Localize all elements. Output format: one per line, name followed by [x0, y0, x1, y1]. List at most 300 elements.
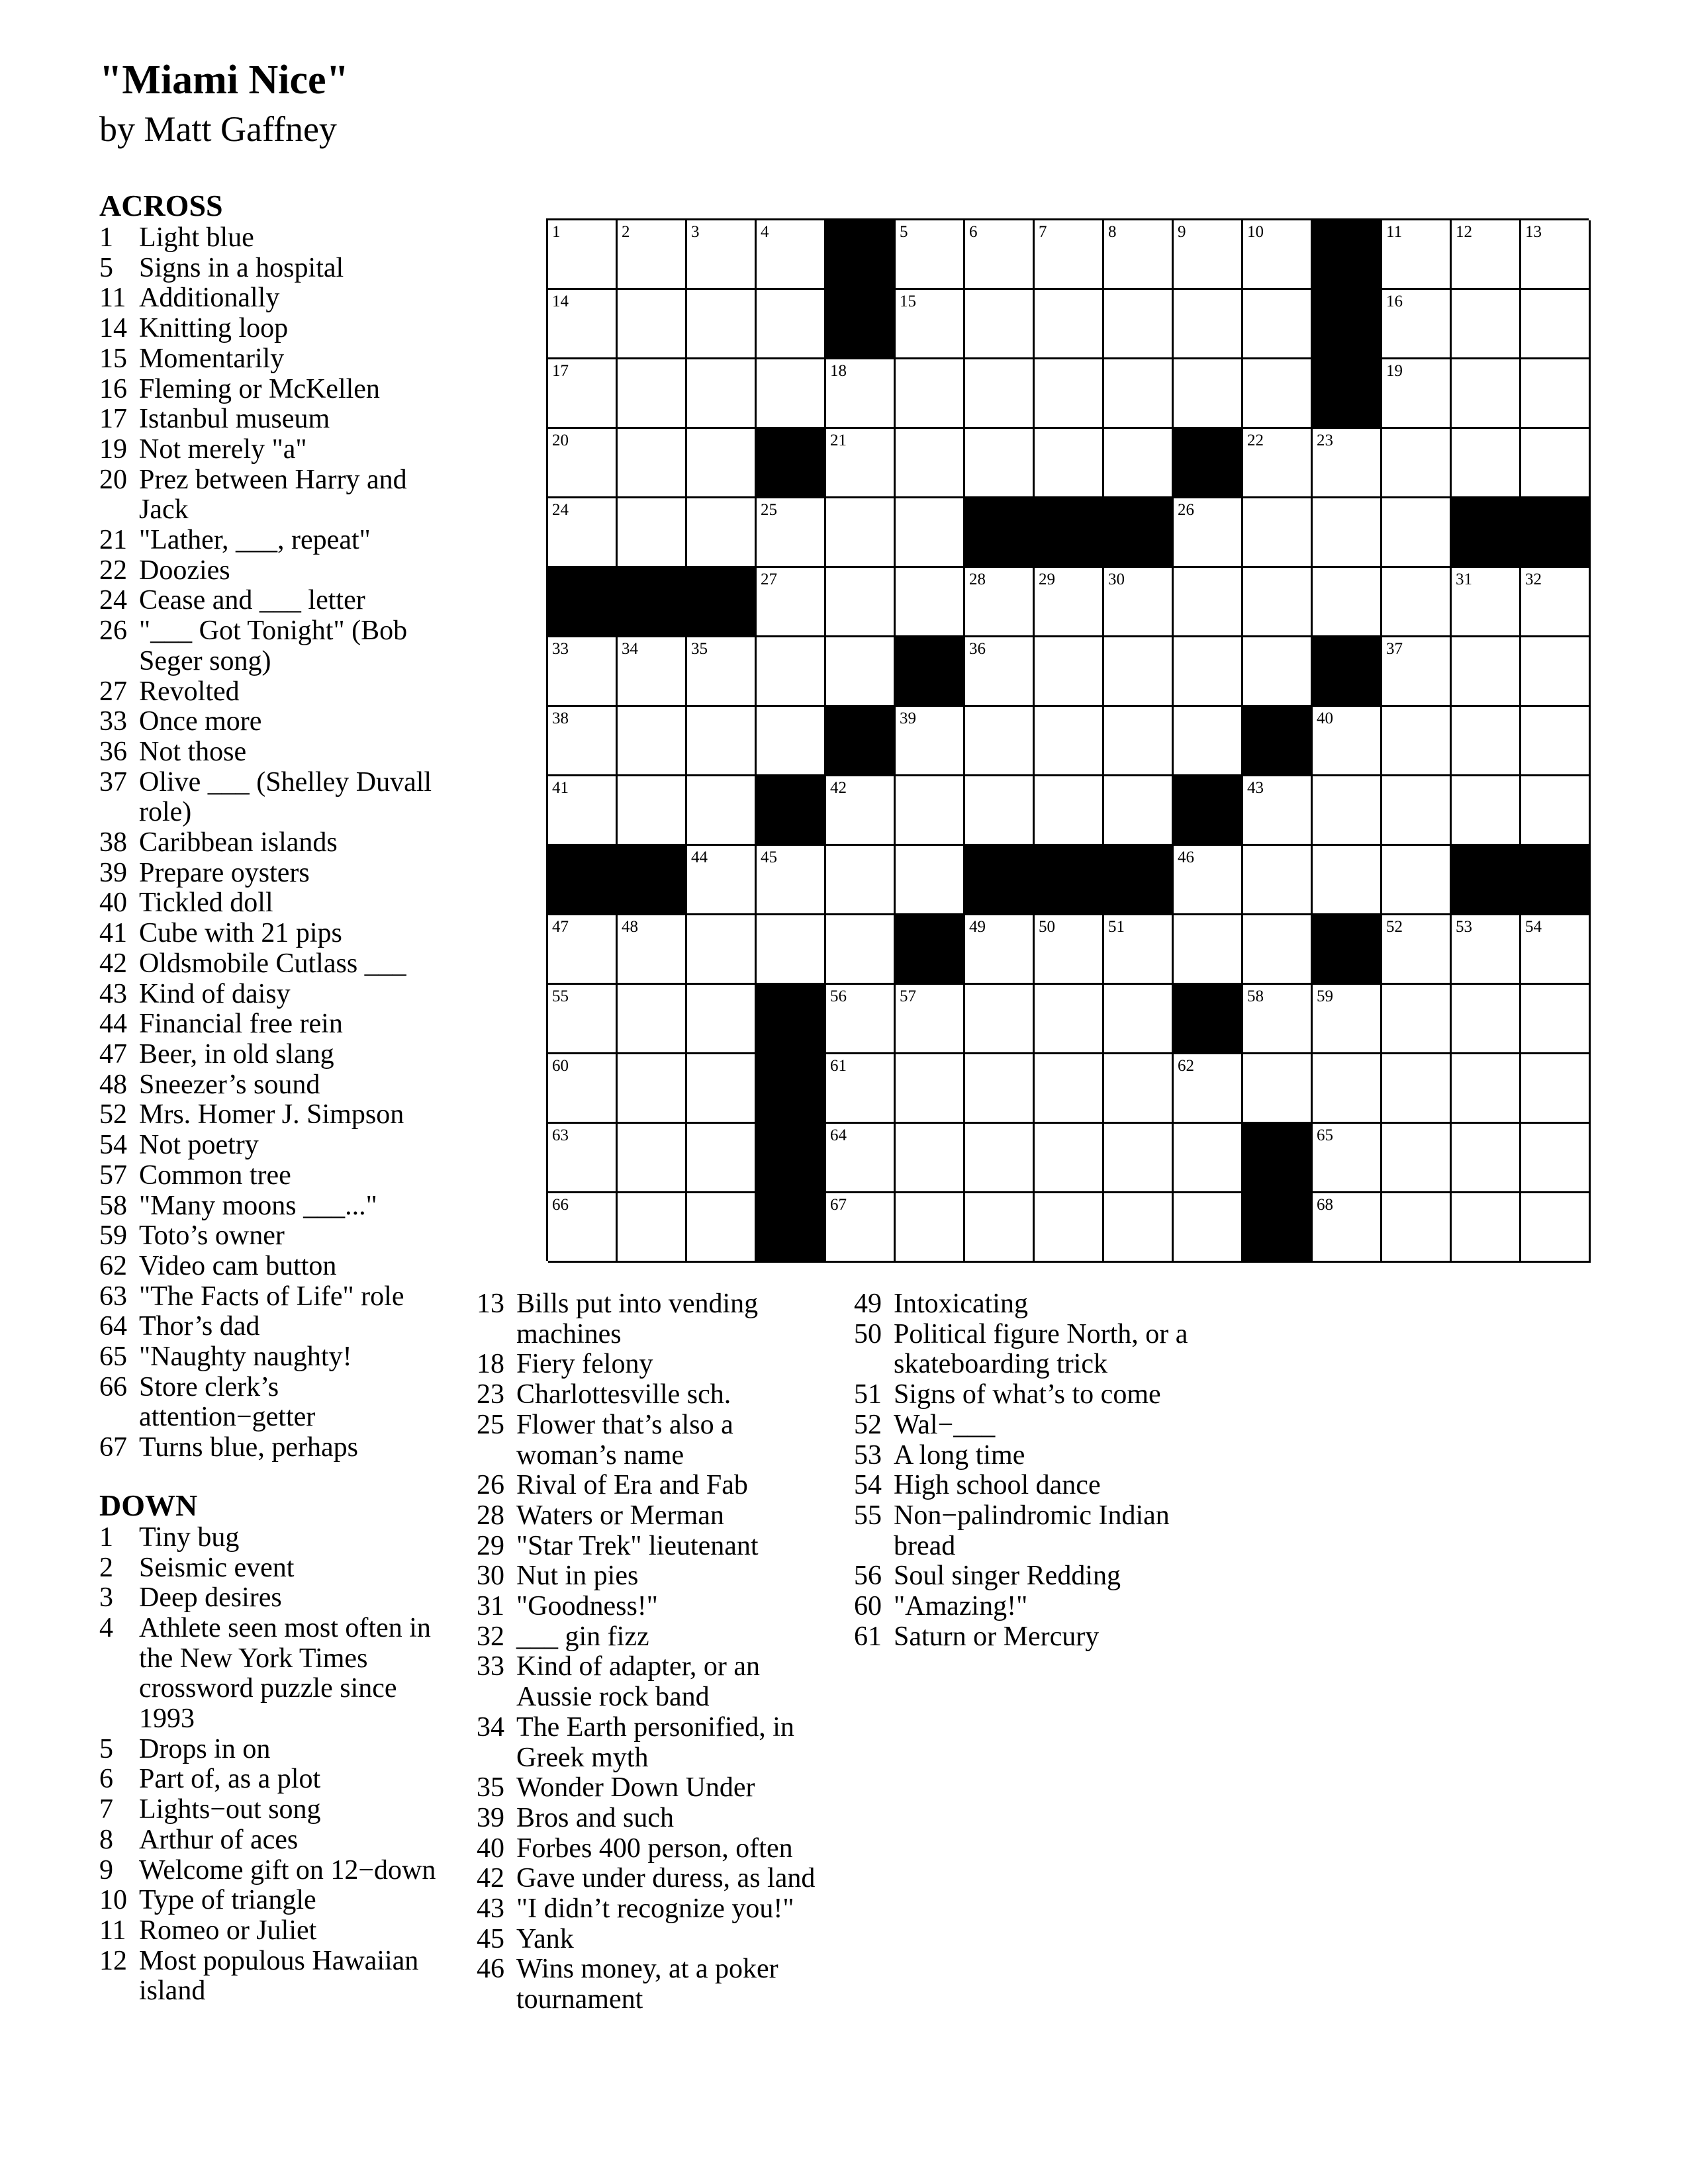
grid-cell[interactable]: [826, 776, 896, 846]
clue-across-20: [99, 465, 440, 525]
grid-cell[interactable]: [965, 568, 1035, 637]
grid-cell[interactable]: [687, 498, 757, 568]
grid-cell[interactable]: [548, 220, 618, 290]
grid-cell[interactable]: [618, 1193, 687, 1263]
clue-down-50: [854, 1320, 1205, 1380]
clue-text: "Star Trek" lieutenant: [516, 1530, 759, 1561]
cell-number: 41: [552, 779, 569, 797]
cell-number: 14: [552, 293, 569, 310]
grid-cell[interactable]: [1035, 429, 1104, 498]
grid-cell[interactable]: [1104, 220, 1174, 290]
grid-cell[interactable]: [757, 498, 826, 568]
grid-cell[interactable]: [1243, 1054, 1313, 1124]
grid-cell[interactable]: [1174, 637, 1243, 707]
clue-across-47: [99, 1040, 440, 1070]
grid-cell[interactable]: [618, 290, 687, 359]
cell-number: 6: [969, 223, 978, 241]
grid-cell[interactable]: [1243, 846, 1313, 915]
black-square: [1313, 637, 1382, 707]
grid-cell[interactable]: [1521, 707, 1591, 776]
grid-cell[interactable]: [687, 1124, 757, 1193]
grid-cell[interactable]: [618, 985, 687, 1054]
grid-cell[interactable]: [896, 776, 965, 846]
clue-number: 45: [477, 1923, 504, 1954]
grid-cell[interactable]: [1452, 915, 1521, 985]
grid-cell[interactable]: [687, 1193, 757, 1263]
clue-number: 52: [99, 1099, 127, 1130]
grid-cell[interactable]: [1382, 846, 1452, 915]
grid-cell[interactable]: [1521, 1193, 1591, 1263]
grid-cell[interactable]: [1035, 707, 1104, 776]
clue-text: Deep desires: [139, 1582, 282, 1614]
clue-number: 61: [854, 1621, 882, 1652]
grid-cell[interactable]: [687, 707, 757, 776]
grid-cell[interactable]: [1243, 220, 1313, 290]
grid-cell[interactable]: [1521, 637, 1591, 707]
clue-down-60: [854, 1592, 1205, 1622]
grid-cell[interactable]: [896, 985, 965, 1054]
grid-cell[interactable]: [1174, 498, 1243, 568]
clue-text: Political figure North, or a skateboarding trick: [894, 1318, 1188, 1380]
clue-text: Tiny bug: [139, 1522, 240, 1553]
down-clue-list-1: [99, 1523, 440, 2007]
grid-cell[interactable]: [1521, 220, 1591, 290]
grid-cell[interactable]: [548, 498, 618, 568]
grid-cell[interactable]: [687, 1054, 757, 1124]
clue-text: Momentarily: [139, 343, 285, 374]
grid-cell[interactable]: [618, 637, 687, 707]
grid-cell[interactable]: [1521, 429, 1591, 498]
clue-number: 59: [99, 1220, 127, 1251]
grid-cell[interactable]: [1452, 1054, 1521, 1124]
grid-cell[interactable]: [618, 498, 687, 568]
clue-text: Toto’s owner: [139, 1220, 285, 1251]
grid-cell[interactable]: [896, 846, 965, 915]
grid-cell[interactable]: [1313, 1193, 1382, 1263]
clue-down-34: [477, 1713, 827, 1773]
clue-text: Wins money, at a poker tournament: [516, 1954, 778, 2015]
grid-cell[interactable]: [1174, 290, 1243, 359]
grid-cell[interactable]: [757, 915, 826, 985]
grid-cell[interactable]: [965, 637, 1035, 707]
grid-cell[interactable]: [826, 359, 896, 429]
clue-number: 36: [99, 736, 127, 767]
grid-cell[interactable]: [1243, 776, 1313, 846]
grid-cell[interactable]: [1104, 568, 1174, 637]
grid-cell[interactable]: [965, 1124, 1035, 1193]
clue-number: 27: [99, 676, 127, 707]
grid-cell[interactable]: [1382, 637, 1452, 707]
grid-cell[interactable]: [896, 359, 965, 429]
grid-cell[interactable]: [826, 1054, 896, 1124]
grid-cell[interactable]: [1104, 776, 1174, 846]
clue-text: Kind of adapter, or an Aussie rock band: [516, 1651, 761, 1713]
grid-cell[interactable]: [757, 568, 826, 637]
grid-cell[interactable]: [1035, 776, 1104, 846]
cell-number: 62: [1178, 1057, 1194, 1075]
clue-across-66: [99, 1373, 440, 1433]
grid-cell[interactable]: [826, 568, 896, 637]
grid-cell[interactable]: [896, 1124, 965, 1193]
grid-cell[interactable]: [687, 220, 757, 290]
clue-across-33: [99, 707, 440, 737]
grid-cell[interactable]: [548, 915, 618, 985]
grid-cell[interactable]: [1382, 568, 1452, 637]
black-square: [965, 498, 1035, 568]
grid-cell[interactable]: [687, 359, 757, 429]
grid-cell[interactable]: [1243, 498, 1313, 568]
grid-cell[interactable]: [618, 776, 687, 846]
black-square: [757, 1124, 826, 1193]
grid-cell[interactable]: [1104, 1124, 1174, 1193]
grid-cell[interactable]: [896, 1054, 965, 1124]
grid-cell[interactable]: [1104, 1193, 1174, 1263]
grid-cell[interactable]: [1382, 1193, 1452, 1263]
grid-cell[interactable]: [687, 776, 757, 846]
grid-cell[interactable]: [548, 359, 618, 429]
grid-cell[interactable]: [548, 429, 618, 498]
clue-across-37: [99, 768, 440, 828]
grid-cell[interactable]: [548, 707, 618, 776]
black-square: [826, 290, 896, 359]
grid-cell[interactable]: [1035, 985, 1104, 1054]
clue-text: Video cam button: [139, 1250, 337, 1281]
grid-cell[interactable]: [1174, 359, 1243, 429]
grid-cell[interactable]: [965, 220, 1035, 290]
clue-number: 20: [99, 464, 127, 495]
grid-cell[interactable]: [757, 707, 826, 776]
cell-number: 27: [761, 570, 777, 588]
clue-across-36: [99, 737, 440, 768]
grid-cell[interactable]: [687, 985, 757, 1054]
clue-text: Sneezer’s sound: [139, 1069, 320, 1100]
clue-text: "Lather, ___, repeat": [139, 525, 371, 556]
grid-cell[interactable]: [1313, 568, 1382, 637]
grid-cell[interactable]: [965, 429, 1035, 498]
cell-number: 56: [830, 987, 847, 1005]
clue-number: 38: [99, 827, 127, 858]
grid-cell[interactable]: [1382, 1054, 1452, 1124]
grid-cell[interactable]: [1313, 498, 1382, 568]
grid-cell[interactable]: [826, 985, 896, 1054]
clue-across-40: [99, 888, 440, 919]
grid-cell[interactable]: [548, 1193, 618, 1263]
grid-cell[interactable]: [1035, 1124, 1104, 1193]
grid-cell[interactable]: [1313, 429, 1382, 498]
cell-number: 58: [1247, 987, 1264, 1005]
grid-cell[interactable]: [1452, 220, 1521, 290]
grid-cell[interactable]: [965, 985, 1035, 1054]
clue-down-9: [99, 1856, 440, 1886]
clue-number: 26: [99, 615, 127, 647]
grid-cell[interactable]: [548, 1054, 618, 1124]
grid-cell[interactable]: [1521, 915, 1591, 985]
clue-number: 17: [99, 404, 127, 435]
grid-cell[interactable]: [618, 1054, 687, 1124]
clue-number: 14: [99, 313, 127, 344]
grid-cell[interactable]: [1382, 985, 1452, 1054]
clue-down-53: [854, 1441, 1205, 1471]
grid-cell[interactable]: [618, 429, 687, 498]
clue-across-14: [99, 314, 440, 344]
grid-cell[interactable]: [618, 915, 687, 985]
clue-number: 3: [99, 1582, 113, 1614]
grid-cell[interactable]: [618, 359, 687, 429]
cell-number: 26: [1178, 501, 1194, 519]
grid-cell[interactable]: [1104, 915, 1174, 985]
grid-cell[interactable]: [1104, 707, 1174, 776]
clue-text: "Goodness!": [516, 1591, 658, 1622]
grid-cell[interactable]: [1521, 1054, 1591, 1124]
grid-cell[interactable]: [1035, 1054, 1104, 1124]
grid-cell[interactable]: [1313, 1124, 1382, 1193]
black-square: [826, 220, 896, 290]
grid-cell[interactable]: [1452, 776, 1521, 846]
clue-text: Additionally: [139, 283, 280, 314]
clue-number: 13: [477, 1289, 504, 1319]
grid-cell[interactable]: [1382, 1124, 1452, 1193]
grid-cell[interactable]: [1035, 1193, 1104, 1263]
grid-cell[interactable]: [1104, 290, 1174, 359]
grid-cell[interactable]: [965, 707, 1035, 776]
grid-cell[interactable]: [1382, 359, 1452, 429]
clue-text: Lights−out song: [139, 1794, 321, 1825]
grid-cell[interactable]: [826, 637, 896, 707]
black-square: [1521, 846, 1591, 915]
grid-cell[interactable]: [757, 290, 826, 359]
grid-cell[interactable]: [896, 429, 965, 498]
clue-number: 4: [99, 1612, 113, 1643]
grid-cell[interactable]: [1243, 290, 1313, 359]
clue-across-59: [99, 1221, 440, 1251]
grid-cell[interactable]: [1243, 359, 1313, 429]
grid-cell[interactable]: [1313, 776, 1382, 846]
grid-cell[interactable]: [826, 429, 896, 498]
grid-cell[interactable]: [1452, 1124, 1521, 1193]
grid-cell[interactable]: [548, 985, 618, 1054]
clue-down-55: [854, 1501, 1205, 1561]
grid-cell[interactable]: [548, 1124, 618, 1193]
grid-cell[interactable]: [1243, 429, 1313, 498]
grid-cell[interactable]: [1174, 1193, 1243, 1263]
clue-across-26: [99, 616, 440, 676]
grid-cell[interactable]: [965, 359, 1035, 429]
grid-cell[interactable]: [1382, 707, 1452, 776]
clue-text: Oldsmobile Cutlass ___: [139, 948, 406, 979]
grid-cell[interactable]: [757, 220, 826, 290]
grid-cell[interactable]: [826, 915, 896, 985]
grid-cell[interactable]: [1452, 1193, 1521, 1263]
grid-cell[interactable]: [1452, 429, 1521, 498]
grid-cell[interactable]: [1174, 1124, 1243, 1193]
clue-number: 33: [99, 706, 127, 737]
grid-cell[interactable]: [1104, 1054, 1174, 1124]
grid-cell[interactable]: [826, 1193, 896, 1263]
grid-cell[interactable]: [965, 776, 1035, 846]
puzzle-title: "Miami Nice": [99, 58, 349, 103]
cell-number: 19: [1386, 362, 1403, 380]
black-square: [757, 1054, 826, 1124]
across-clue-list: [99, 223, 440, 1463]
clue-number: 18: [477, 1349, 504, 1380]
grid-cell[interactable]: [1104, 429, 1174, 498]
grid-cell[interactable]: [965, 915, 1035, 985]
clue-text: Gave under duress, as land: [516, 1863, 816, 1894]
grid-cell[interactable]: [1104, 985, 1174, 1054]
grid-cell[interactable]: [826, 498, 896, 568]
clue-down-33: [477, 1652, 827, 1712]
clue-down-2: [99, 1553, 440, 1584]
grid-cell[interactable]: [1174, 1054, 1243, 1124]
grid-cell[interactable]: [896, 290, 965, 359]
grid-cell[interactable]: [896, 1193, 965, 1263]
grid-cell[interactable]: [618, 1124, 687, 1193]
black-square: [1313, 290, 1382, 359]
grid-cell[interactable]: [1174, 707, 1243, 776]
grid-cell[interactable]: [1174, 568, 1243, 637]
grid-cell[interactable]: [1313, 985, 1382, 1054]
grid-cell[interactable]: [548, 637, 618, 707]
black-square: [1452, 846, 1521, 915]
grid-cell[interactable]: [548, 290, 618, 359]
grid-cell[interactable]: [757, 846, 826, 915]
clue-number: 42: [477, 1863, 504, 1894]
grid-cell[interactable]: [1174, 220, 1243, 290]
clue-across-11: [99, 283, 440, 314]
grid-cell[interactable]: [826, 1124, 896, 1193]
clue-text: Bills put into vending machines: [516, 1289, 759, 1349]
grid-cell[interactable]: [1521, 290, 1591, 359]
grid-cell[interactable]: [965, 290, 1035, 359]
clue-number: 10: [99, 1885, 127, 1916]
grid-cell[interactable]: [1521, 1124, 1591, 1193]
grid-cell[interactable]: [1382, 220, 1452, 290]
grid-cell[interactable]: [1243, 915, 1313, 985]
grid-cell[interactable]: [1243, 568, 1313, 637]
grid-cell[interactable]: [896, 220, 965, 290]
down-heading: DOWN: [99, 1488, 198, 1522]
clue-number: 5: [99, 1733, 113, 1764]
grid-cell[interactable]: [687, 429, 757, 498]
black-square: [548, 568, 618, 637]
grid-cell[interactable]: [1313, 846, 1382, 915]
clue-down-32: [477, 1622, 827, 1653]
grid-cell[interactable]: [1452, 290, 1521, 359]
grid-cell[interactable]: [965, 1054, 1035, 1124]
clue-text: Romeo or Juliet: [139, 1915, 317, 1946]
grid-cell[interactable]: [1174, 846, 1243, 915]
clue-down-29: [477, 1531, 827, 1562]
cell-number: 7: [1039, 223, 1047, 241]
grid-cell[interactable]: [1382, 290, 1452, 359]
clue-number: 56: [854, 1561, 882, 1592]
grid-cell[interactable]: [1243, 637, 1313, 707]
clue-number: 42: [99, 948, 127, 979]
clue-column-left: [99, 189, 440, 2007]
grid-cell[interactable]: [687, 915, 757, 985]
clue-text: Charlottesville sch.: [516, 1379, 731, 1410]
grid-cell[interactable]: [1382, 498, 1452, 568]
black-square: [826, 707, 896, 776]
grid-cell[interactable]: [548, 776, 618, 846]
grid-cell[interactable]: [1382, 915, 1452, 985]
grid-cell[interactable]: [1521, 568, 1591, 637]
clue-number: 55: [854, 1500, 882, 1531]
clue-text: Turns blue, perhaps: [139, 1432, 358, 1463]
grid-cell[interactable]: [826, 846, 896, 915]
cell-number: 55: [552, 987, 569, 1005]
grid-cell[interactable]: [1035, 220, 1104, 290]
grid-cell[interactable]: [1313, 1054, 1382, 1124]
grid-cell[interactable]: [757, 359, 826, 429]
clue-down-51: [854, 1380, 1205, 1410]
clue-number: 47: [99, 1038, 127, 1069]
clue-number: 30: [477, 1561, 504, 1592]
grid-cell[interactable]: [1035, 290, 1104, 359]
black-square: [896, 637, 965, 707]
cell-number: 28: [969, 570, 986, 588]
clue-text: Welcome gift on 12−down: [139, 1854, 436, 1886]
grid-cell[interactable]: [1521, 776, 1591, 846]
grid-cell[interactable]: [1104, 637, 1174, 707]
grid-cell[interactable]: [1452, 985, 1521, 1054]
black-square: [896, 915, 965, 985]
grid-cell[interactable]: [1035, 568, 1104, 637]
grid-cell[interactable]: [687, 846, 757, 915]
grid-cell[interactable]: [1035, 915, 1104, 985]
cell-number: 29: [1039, 570, 1055, 588]
clue-down-5: [99, 1735, 440, 1765]
grid-cell[interactable]: [1452, 568, 1521, 637]
cell-number: 5: [900, 223, 908, 241]
clue-number: 32: [477, 1621, 504, 1652]
clue-number: 58: [99, 1190, 127, 1221]
cell-number: 42: [830, 779, 847, 797]
black-square: [1035, 498, 1104, 568]
grid-cell[interactable]: [1035, 637, 1104, 707]
grid-cell[interactable]: [896, 707, 965, 776]
grid-cell[interactable]: [1452, 359, 1521, 429]
clue-text: Yank: [516, 1923, 574, 1954]
grid-cell[interactable]: [687, 637, 757, 707]
clue-text: "Naughty naughty!: [139, 1342, 352, 1373]
grid-cell[interactable]: [1382, 429, 1452, 498]
grid-cell[interactable]: [618, 220, 687, 290]
grid-cell[interactable]: [1313, 707, 1382, 776]
grid-cell[interactable]: [1174, 915, 1243, 985]
grid-cell[interactable]: [896, 498, 965, 568]
grid-cell[interactable]: [1521, 985, 1591, 1054]
grid-cell[interactable]: [1104, 359, 1174, 429]
grid-cell[interactable]: [1521, 359, 1591, 429]
grid-cell[interactable]: [1382, 776, 1452, 846]
clue-number: 29: [477, 1530, 504, 1561]
grid-cell[interactable]: [1452, 637, 1521, 707]
grid-cell[interactable]: [1243, 985, 1313, 1054]
clue-text: Wonder Down Under: [516, 1772, 755, 1803]
grid-cell[interactable]: [1452, 707, 1521, 776]
grid-cell[interactable]: [618, 707, 687, 776]
grid-cell[interactable]: [965, 1193, 1035, 1263]
clue-number: 31: [477, 1591, 504, 1622]
grid-cell[interactable]: [896, 568, 965, 637]
clue-text: Not poetry: [139, 1130, 259, 1161]
grid-cell[interactable]: [1035, 359, 1104, 429]
cell-number: 64: [830, 1126, 847, 1144]
grid-cell[interactable]: [757, 637, 826, 707]
grid-cell[interactable]: [687, 290, 757, 359]
clue-number: 43: [477, 1893, 504, 1925]
